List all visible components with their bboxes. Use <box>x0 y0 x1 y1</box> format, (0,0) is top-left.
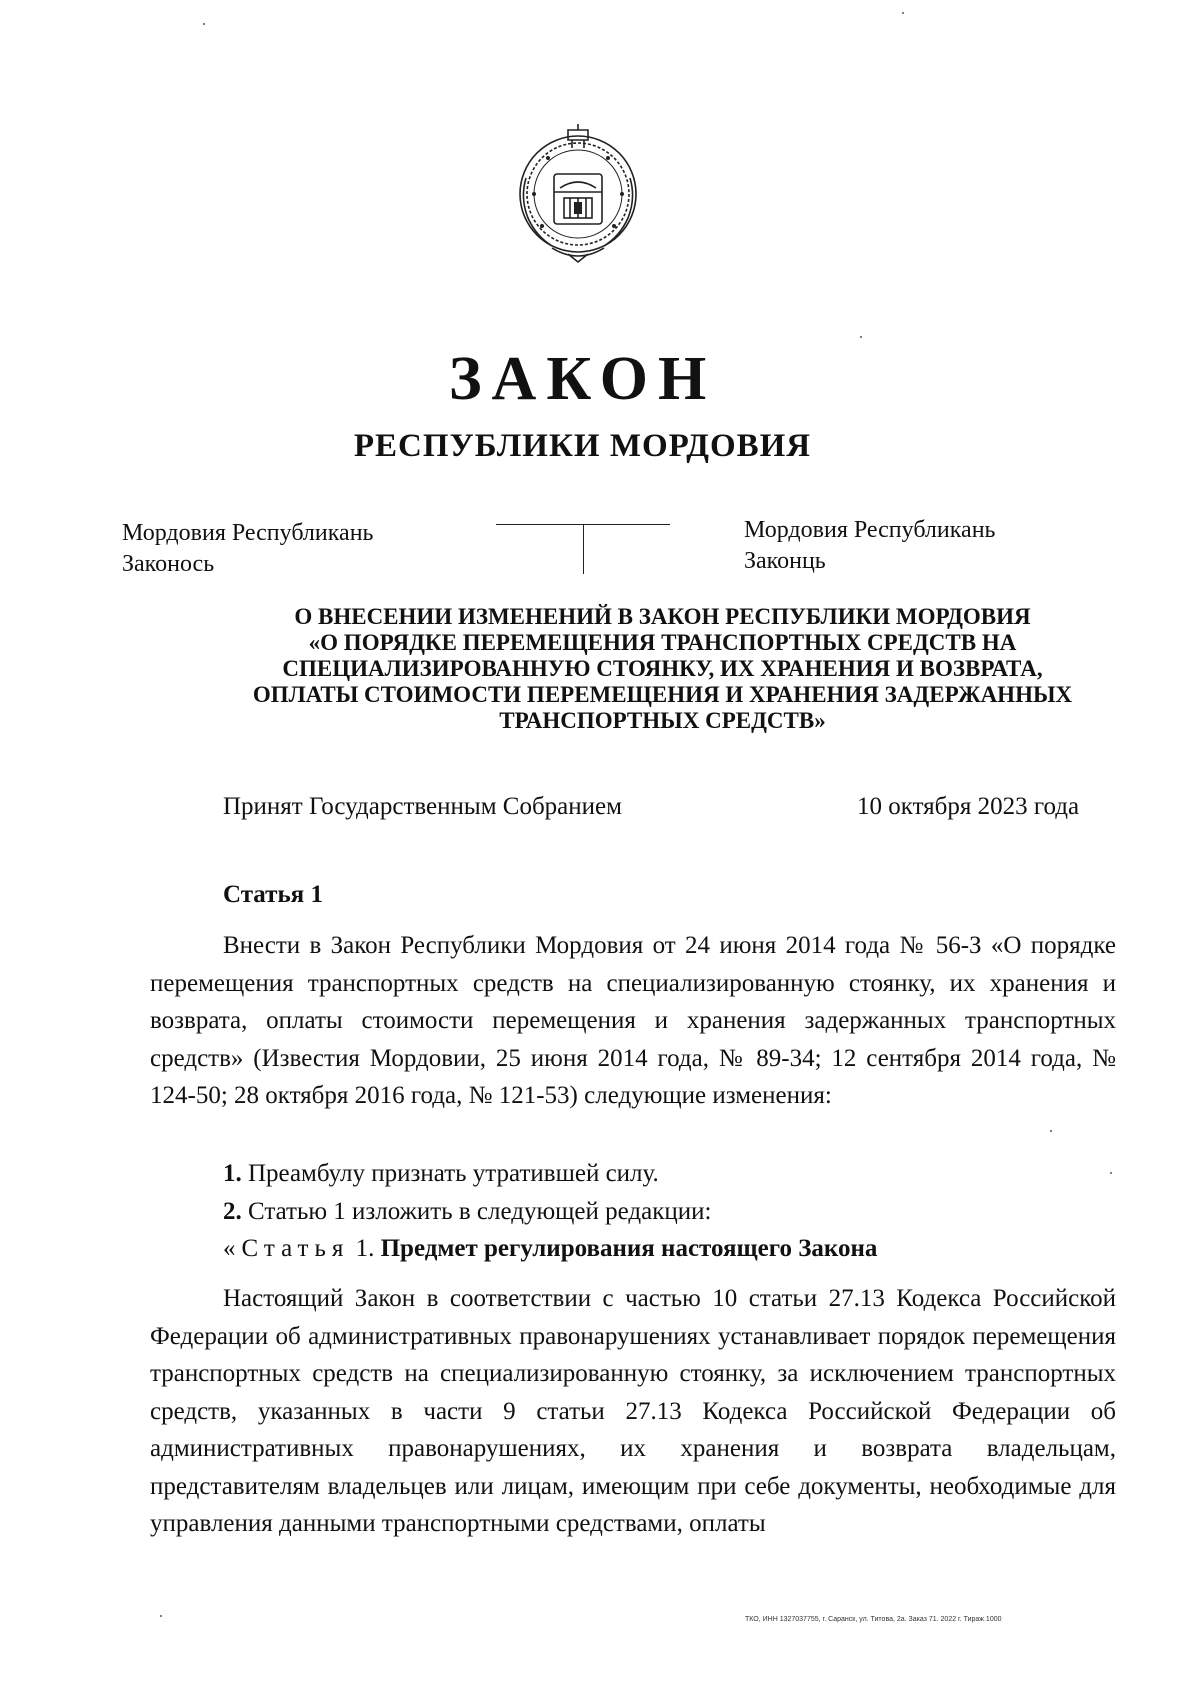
article-heading: Статья 1 <box>223 881 323 908</box>
moksha-title-left <box>122 518 373 580</box>
article-intro <box>150 927 1116 1115</box>
list-item <box>223 1155 877 1193</box>
quoted-article-paragraph: Настоящий Закон в соответствии с частью 10 статьи 27.13 Кодекса Российской Федерации об административных правонарушениях устанавливает порядок перемещения транспортных средств на специализированную стоянку, за исключением транспортных средств, указанных в части 9 статьи 27.13 Кодекса Российской Федерации об административных правонарушениях, их хранения и возврата владельцам, представителям владельцев или лицам, имеющим при себе документы, необходимые для управления данными транспортными средствами, оплаты <box>150 1285 1116 1537</box>
quoted-article-number: 1. <box>349 1235 381 1262</box>
scan-speck <box>1110 1172 1112 1174</box>
print-info: ТКО, ИНН 1327037755, г. Саранск, ул. Титова, 2а. Заказ 71. 2022 г. Тираж 1000 <box>745 1616 1002 1623</box>
scan-speck <box>860 336 862 338</box>
law-title-line: О ВНЕСЕНИИ ИЗМЕНЕНИЙ В ЗАКОН РЕСПУБЛИКИ МОРДОВИЯ <box>294 604 1031 629</box>
item-text: Статью 1 изложить в следующей редакции: <box>241 1197 712 1225</box>
scan-speck <box>203 23 205 25</box>
moksha-right-line: Мордовия Республикань <box>744 517 996 543</box>
quoted-article-body <box>150 1280 1116 1543</box>
list-item <box>223 1193 877 1231</box>
item-text: Преамбулу признать утратившей силу. <box>241 1160 659 1187</box>
adoption-date: 10 октября 2023 года <box>857 793 1080 820</box>
law-title <box>205 604 1120 734</box>
adoption-text: Принят Государственным Собранием <box>223 793 622 820</box>
moksha-left-line: Законось <box>122 551 215 577</box>
document-title: ЗАКОН <box>448 345 717 413</box>
quoted-article-title: Предмет регулирования настоящего Закона <box>380 1235 878 1262</box>
amendment-list <box>223 1155 877 1268</box>
quoted-article-word: «Статья <box>223 1235 350 1262</box>
article-intro-paragraph: Внести в Закон Республики Мордовия от 24 июня 2014 года № 56-З «О порядке перемещения транспортных средств на специализированную стоянку, их хранения и возврата, оплаты стоимости перемещения и хранения задержанных транспортных средств» (Известия Мордовии, 25 июня 2014 года, № 89-34; 12 сентября 2014 года, № 124-50; 28 октября 2016 года, № 121-53) следующие изменения: <box>150 932 1116 1109</box>
law-title-line: СПЕЦИАЛИЗИРОВАННУЮ СТОЯНКУ, ИХ ХРАНЕНИЯ И ВОЗВРАТА, <box>282 656 1043 681</box>
scan-speck <box>902 12 904 14</box>
law-title-line: ТРАНСПОРТНЫХ СРЕДСТВ» <box>499 708 826 733</box>
scan-speck <box>1050 1130 1052 1132</box>
item-number: 1. <box>223 1160 242 1187</box>
law-title-line: «О ПОРЯДКЕ ПЕРЕМЕЩЕНИЯ ТРАНСПОРТНЫХ СРЕДСТВ НА <box>308 630 1017 655</box>
law-title-line: ОПЛАТЫ СТОИМОСТИ ПЕРЕМЕЩЕНИЯ И ХРАНЕНИЯ ЗАДЕРЖАННЫХ <box>252 682 1073 707</box>
header-divider-vertical <box>583 524 584 574</box>
moksha-title-right <box>744 515 995 577</box>
coat-of-arms-icon <box>512 118 644 266</box>
quoted-article-heading <box>223 1230 877 1268</box>
document-subtitle: РЕСПУБЛИКИ МОРДОВИЯ <box>353 428 812 464</box>
scan-speck <box>160 1615 162 1617</box>
item-number: 2. <box>223 1197 242 1225</box>
moksha-left-line: Мордовия Республикань <box>122 520 374 546</box>
moksha-right-line: Законць <box>744 548 826 574</box>
